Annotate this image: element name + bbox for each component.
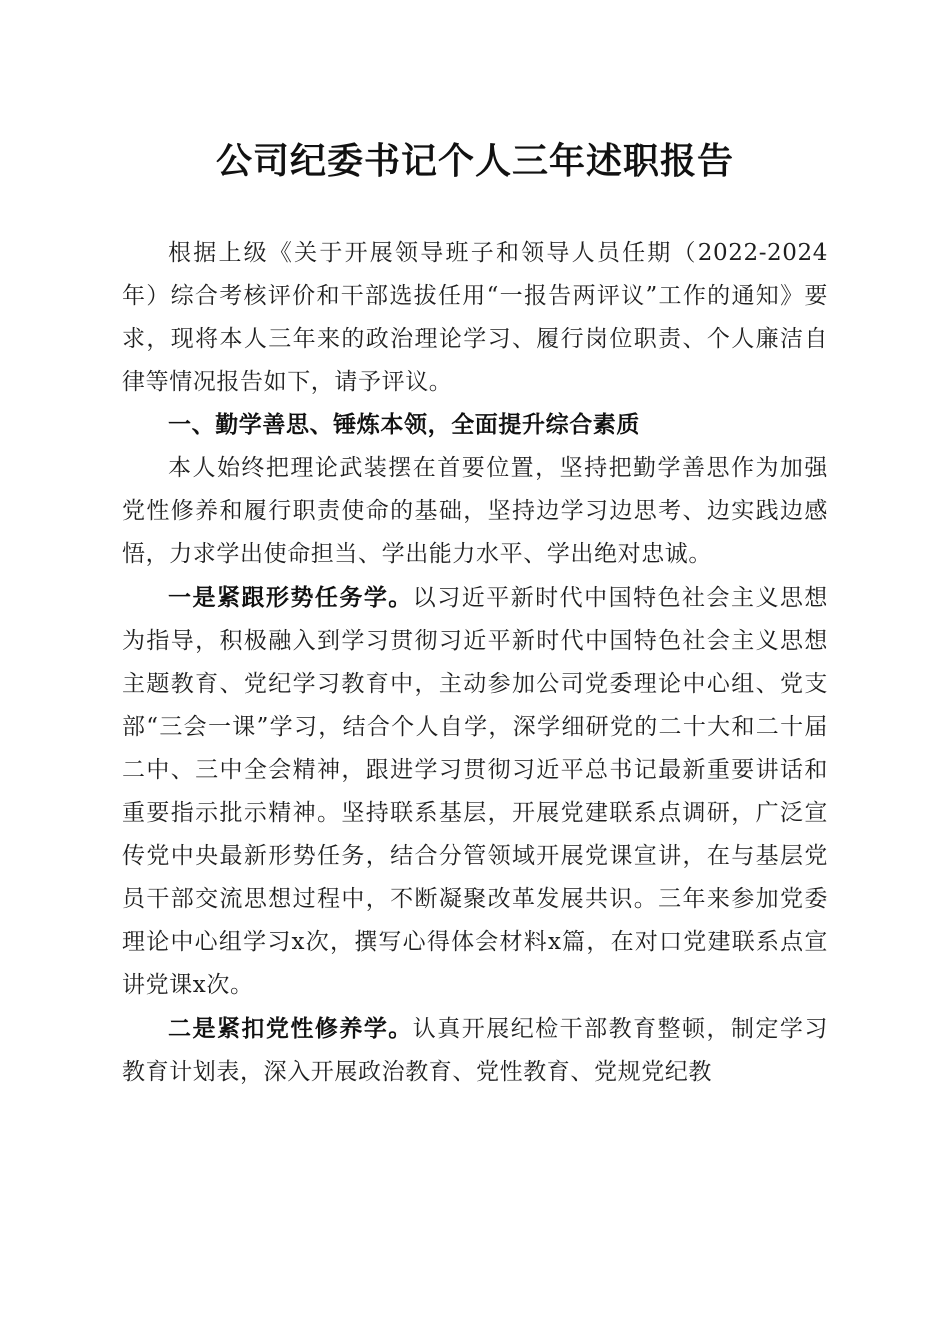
item-body-2: 认真开展纪检干部教育整顿，制定学习教育计划表，深入开展政治教育、党性教育、党规党纪教 [122,1016,829,1085]
section-heading: 一、勤学善思、锤炼本领，全面提升综合素质 [168,412,640,438]
intro-paragraph: 根据上级《关于开展领导班子和领导人员任期（2022-2024年）综合考核评价和干部选拔任用“一报告两评议”工作的通知》要求，现将本人三年来的政治理论学习、履行岗位职责、个人廉洁自律等情况报告如下，请予评议。 [122,240,828,395]
item-lead-1: 一是紧跟形势任务学。 [168,584,413,611]
item-paragraph-1 [122,576,828,1007]
document-title: 公司纪委书记个人三年述职报告 [215,140,734,182]
item-lead-2: 二是紧扣党性修养学。 [168,1015,413,1042]
item-body-1: 以习近平新时代中国特色社会主义思想为指导，积极融入到学习贯彻习近平新时代中国特色社会主义思想主题教育、党纪学习教育中，主动参加公司党委理论中心组、党支部“三会一课”学习，结合个人自学，深学细研党的二十大和二十届二中、三中全会精神，跟进学习贯彻习近平总书记最新重要讲话和重要指示批示精神。坚持联系基层，开展党建联系点调研，广泛宣传党中央最新形势任务，结合分管领域开展党课宣讲，在与基层党员干部交流思想过程中，不断凝聚改革发展共识。三年来参加党委理论中心组学习x次，撰写心得体会材料x篇，在对口党建联系点宣讲党课x次。 [122,585,829,998]
item-paragraph-2 [122,1007,828,1094]
document-body [122,232,828,1094]
section-summary-paragraph: 本人始终把理论武装摆在首要位置，坚持把勤学善思作为加强党性修养和履行职责使命的基础，坚持边学习边思考、边实践边感悟，力求学出使命担当、学出能力水平、学出绝对忠诚。 [122,455,828,567]
